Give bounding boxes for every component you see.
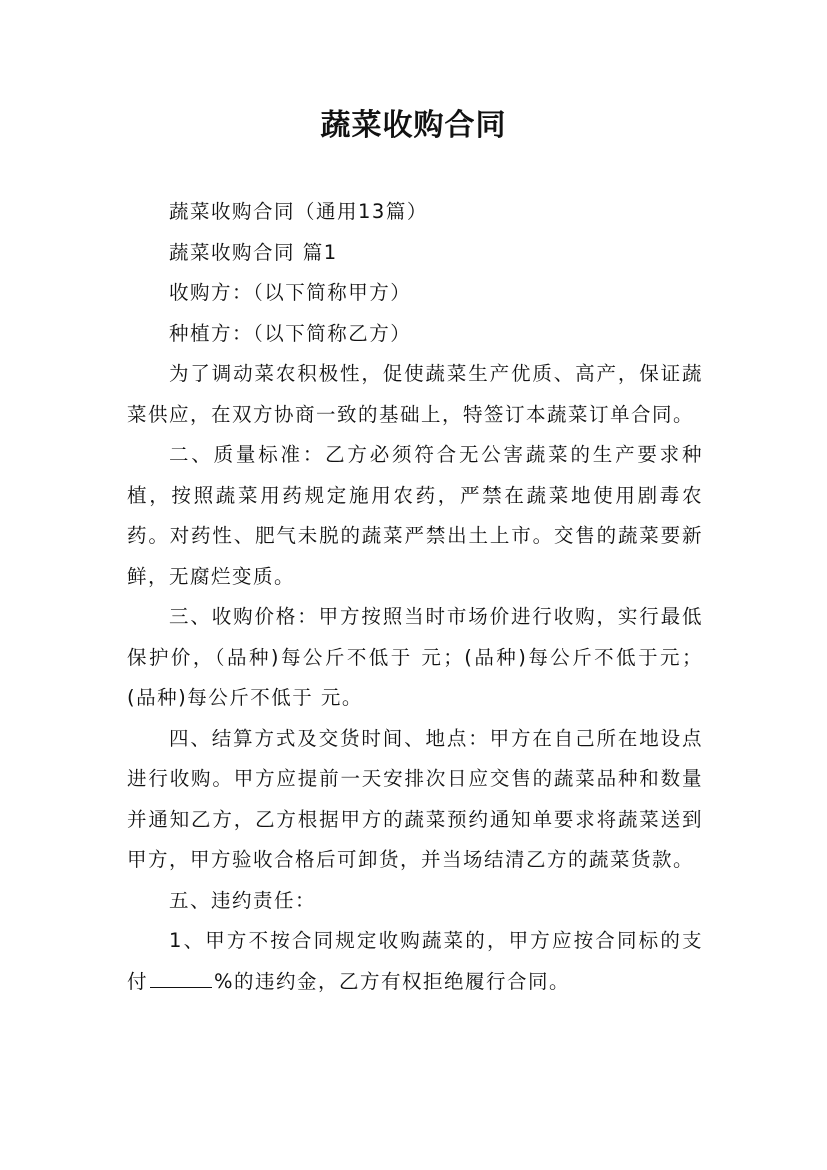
breach-item-1-text: 1、甲方不按合同规定收购蔬菜的，甲方应按合同标的支付 (127, 929, 703, 993)
buyer-line: 收购方：（以下简称甲方） (169, 281, 412, 304)
breach-item-1-tail: %的违约金，乙方有权拒绝履行合同。 (214, 969, 571, 993)
document-title: 蔬菜收购合同 (320, 108, 507, 143)
settlement-clause: 四、结算方式及交货时间、地点：甲方在自己所在地设点进行收购。甲方应提前一天安排次日应交售的蔬菜品种和数量并通知乙方，乙方根据甲方的蔬菜预约通知单要求将蔬菜送到甲方，甲方验收合格后可卸货，并当场结清乙方的蔬菜货款。 (127, 726, 703, 871)
grower-line: 种植方：（以下简称乙方） (169, 321, 412, 345)
article-heading: 蔬菜收购合同 篇1 (169, 240, 338, 264)
document-body (127, 192, 703, 1002)
subtitle-line: 蔬菜收购合同（通用13篇） (169, 200, 428, 223)
fill-in-blank (150, 969, 212, 988)
breach-item-1 (127, 921, 703, 1002)
intro-paragraph: 为了调动菜农积极性，促使蔬菜生产优质、高产，保证蔬菜供应，在双方协商一致的基础上，特签订本蔬菜订单合同。 (127, 362, 703, 426)
breach-heading: 五、违约责任： (169, 888, 317, 912)
price-clause: 三、收购价格：甲方按照当时市场价进行收购，实行最低保护价，（品种)每公斤不低于 元；(品种)每公斤不低于元；(品种)每公斤不低于 元。 (127, 605, 703, 709)
quality-clause: 二、质量标准：乙方必须符合无公害蔬菜的生产要求种植，按照蔬菜用药规定施用农药，严禁在蔬菜地使用剧毒农药。对药性、肥气未脱的蔬菜严禁出土上市。交售的蔬菜要新鲜，无腐烂变质。 (127, 443, 703, 588)
